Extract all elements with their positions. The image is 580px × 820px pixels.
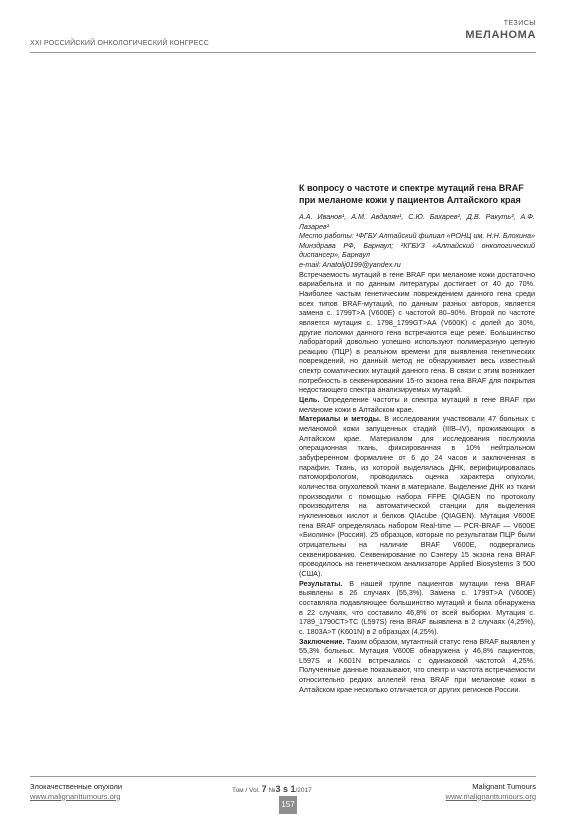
page-number: 157 <box>279 796 297 814</box>
goal-label: Цель. <box>299 395 320 405</box>
header-divider <box>30 52 536 53</box>
journal-link-right[interactable]: www.malignanttumours.org <box>445 791 536 801</box>
issue-prefix: № <box>268 787 276 794</box>
conclusion-label: Заключение. <box>299 636 345 646</box>
results-paragraph <box>299 579 535 637</box>
congress-header: XXI РОССИЙСКИЙ ОНКОЛОГИЧЕСКИЙ КОНГРЕСС <box>30 40 210 47</box>
conclusion-paragraph <box>299 637 535 695</box>
goal-paragraph <box>299 395 535 414</box>
results-label: Результаты. <box>299 578 343 588</box>
methods-label: Материалы и методы. <box>299 414 381 424</box>
section-label-big: МЕЛАНОМА <box>465 29 536 41</box>
results-text: В нашей группе пациентов мутации гена BRAF выявлены в 26 случаях (55,3%). Замена с. 1799T>A (V600E) составляла подавляющее большинство мутаций и была обнаружена в 22 случаях, что составило 46,8% от всей выборки. Мутация с. 1789_1790CT>TC (L597S) гена BRAF выявлена в 2 случаях (4,25%), с. 1803A>T (K601N) в 2 образцах (4,25%). <box>299 578 535 636</box>
journal-link-left[interactable]: www.malignanttumours.org <box>30 791 121 801</box>
footer-left <box>30 782 122 801</box>
issue-info <box>232 784 312 794</box>
footer-divider <box>30 776 536 777</box>
volume-prefix: Том / Vol. <box>232 787 260 794</box>
methods-paragraph <box>299 414 535 578</box>
journal-title-ru: Злокачественные опухоли <box>30 782 123 791</box>
issue-number: 3 s 1 <box>275 784 296 794</box>
journal-title-en: Malignant Tumours <box>472 782 536 791</box>
section-label-small: ТЕЗИСЫ <box>503 20 536 27</box>
article-email: e-mail: Anatolij0199@yandex.ru <box>299 259 401 269</box>
section-header <box>465 20 536 41</box>
issue-year: /2017 <box>295 787 312 794</box>
goal-text: Определение частоты и спектра мутаций в гене BRAF при меланоме кожи в Алтайском крае. <box>299 395 535 414</box>
article-affiliation: Место работы: ¹ФГБУ Алтайский филиал «РОНЦ им. Н.Н. Блохина» Минздрава РФ, Барнаул; ²КГБУЗ «Алтайский онкологический диспансер», Барнаул <box>299 231 535 260</box>
conclusion-text: Таким образом, мутантный статус гена BRAF выявлен у 55,3% больных. Мутация V600E обнаружена у 46,8% пациентов, L597S и K601N встречались с одинаковой частотой 4,25%. Полученные данные показывают, что спектр и частота встречаемости относительно редких аллелей гена BRAF при меланоме кожи в Алтайском крае несколько отличается от других регионов России. <box>299 636 535 694</box>
volume-number: 7 <box>261 784 267 794</box>
methods-text: В исследовании участвовали 47 больных с меланомой кожи запущенных стадий (IIIB–IV), проживающих в Алтайском крае. Материалом для исследования послужила операционная ткань, фиксированная в 10% нейтральном забуференном формалине от 6 до 24 часов и заключенная в парафин. Ткань, из которой выделялась ДНК, верифицировалась патоморфологом, проводилась оценка характера опухоли, количества опухолевой ткани в материале. Выделение ДНК из ткани производили с помощью набора FFPE QIAGEN по протоколу производителя на автоматической станции для выделения нуклеиновых кислот и белков QIAcube (QIAGEN). Мутация V600E гена BRAF определялась набором Real-time — PCR-BRAF — V600E «Биолинк» (Россия). 25 образцов, которые по результатам ПЦР были отрицательны на наличие BRAF V600E, подвергались секвенированию. Секвенирование по Сэнгеру 15 экзона гена BRAF проводилось на генетическом анализаторе Applied Biosystems 3 500 (США). <box>299 414 535 578</box>
article-block <box>299 183 535 694</box>
article-authors: А.А. Иванов¹, А.М. Авдалян¹, С.Ю. Бахарев², Д.В. Ракуть², А.Ф. Лазарев¹ <box>299 212 535 231</box>
intro-paragraph: Встречаемость мутаций в гене BRAF при меланоме кожи достаточно вариабельна и по данным литературы достигает от 40 до 70%. Наиболее частым генетическим повреждением данного гена среди всех типов BRAF-мутаций, по данным разных авторов, является замена с. 1799T>A (V600E) с частотой 80–90%. Второй по частоте является мутация с. 1798_1799GT>AA (V600K) с долей до 30%, другие поломки данного гена встречаются еще реже. Большинство лабораторий довольно успешно используют полимеразную цепную реакцию (ПЦР) в реальном времени для выявления генетических повреждений, но данный метод не обнаруживает весь известный спектр соматических мутаций данного гена. В связи с этим возникает потребность в секвенировании 15-го экзона гена BRAF для покрытия недостающего спектра анализируемых мутаций. <box>299 269 535 395</box>
article-title: К вопросу о частоте и спектре мутаций гена BRAF при меланоме кожи у пациентов Алтайского края <box>299 183 524 205</box>
footer-right <box>446 782 536 801</box>
